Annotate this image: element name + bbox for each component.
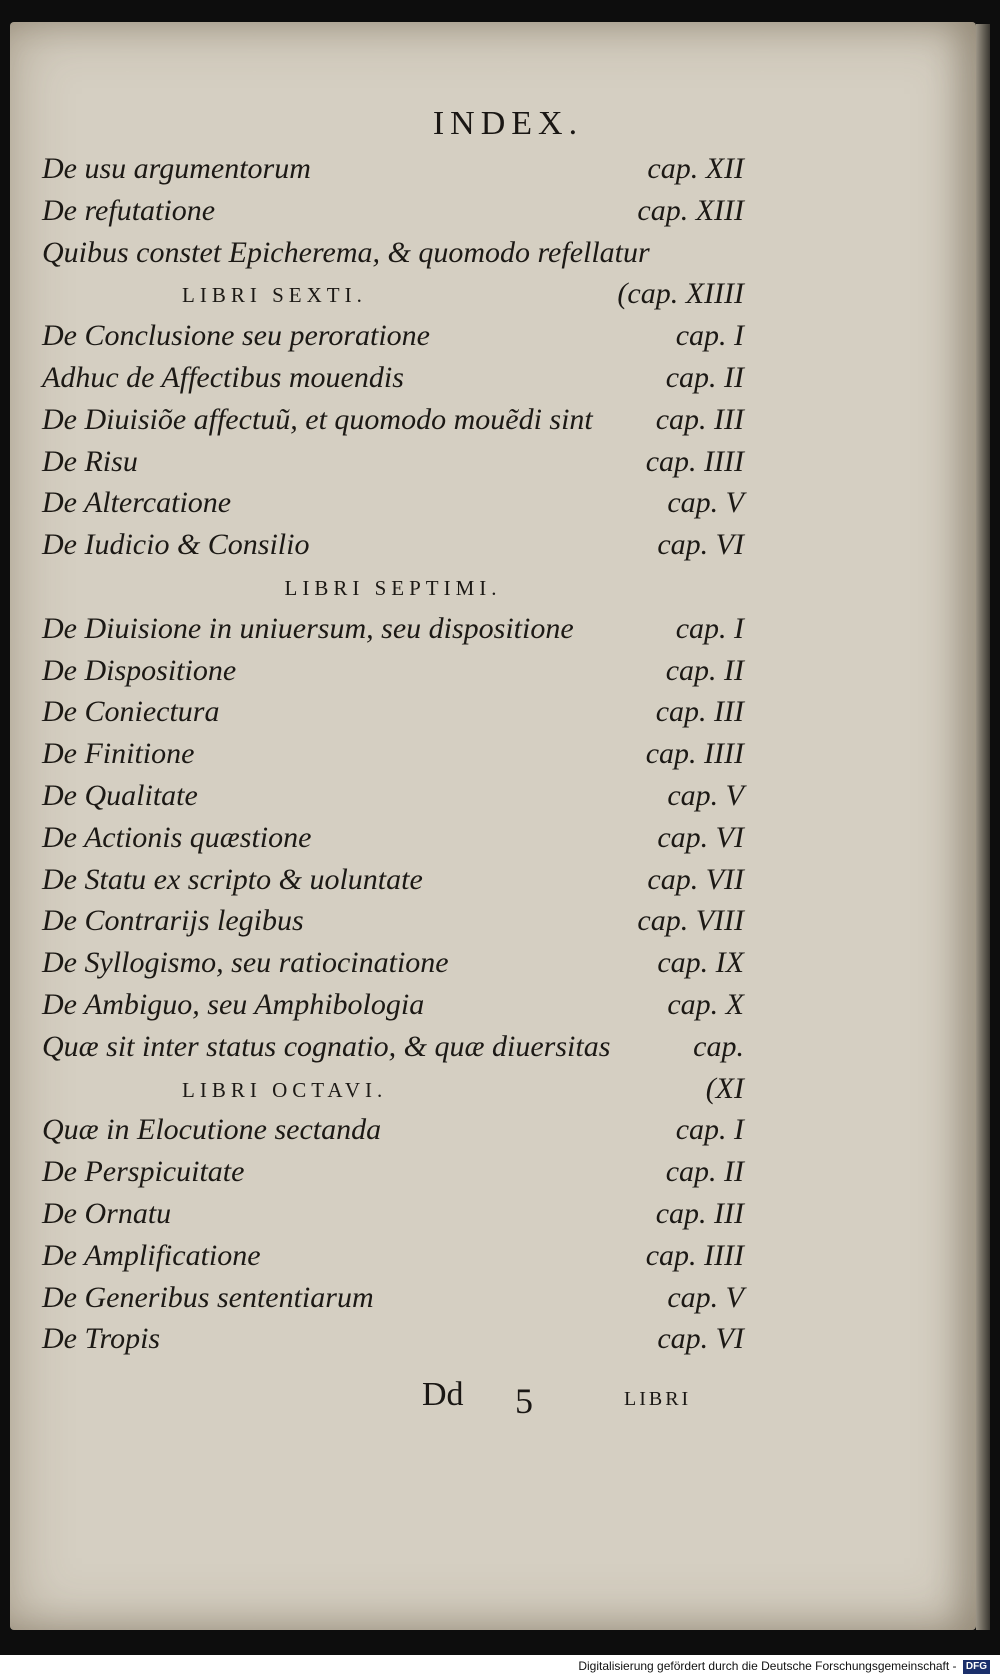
entry-title: De Contrarijs legibus — [42, 904, 304, 938]
index-entry — [42, 984, 744, 1026]
entry-chapter: cap. II — [665, 1155, 744, 1189]
entry-chapter: cap. XIII — [637, 193, 744, 227]
index-entry — [42, 1193, 744, 1235]
entry-title: De Generibus sententiarum — [42, 1280, 374, 1314]
entry-chapter: cap. I — [675, 319, 744, 353]
signature-mark: Dd — [422, 1376, 464, 1413]
page-edge — [976, 24, 990, 1630]
book-heading-title: LIBRI SEXTI. — [182, 283, 367, 308]
entry-title: De Conclusione seu peroratione — [42, 319, 430, 353]
running-head: INDEX. — [432, 105, 584, 142]
index-entry — [42, 1277, 744, 1319]
entry-chapter: cap. IIII — [645, 444, 744, 478]
index-entry — [42, 315, 744, 357]
index-entry — [42, 817, 744, 859]
entry-title: Quæ sit inter status cognatio, & quæ diuersitas — [42, 1029, 611, 1063]
index-entry — [42, 190, 744, 232]
index-entry — [42, 232, 744, 274]
entry-chapter: cap. X — [667, 987, 744, 1021]
credit-text: Digitalisierung gefördert durch die Deutsche Forschungsgemeinschaft - — [578, 1659, 957, 1673]
entry-chapter: cap. IX — [657, 946, 744, 980]
book-heading — [42, 1068, 744, 1110]
index-entry — [42, 1109, 744, 1151]
index-entries — [42, 148, 744, 1360]
entry-chapter: (cap. XIIII — [617, 277, 744, 311]
dfg-logo: DFG — [963, 1660, 990, 1674]
entry-chapter: cap. II — [665, 653, 744, 687]
entry-chapter: cap. V — [667, 778, 744, 812]
index-entry — [42, 1026, 744, 1068]
index-entry — [42, 900, 744, 942]
entry-chapter: (XI — [705, 1071, 744, 1105]
entry-title: De Ambiguo, seu Amphibologia — [42, 987, 425, 1021]
book-heading — [42, 566, 744, 608]
entry-title: De Qualitate — [42, 778, 198, 812]
index-entry — [42, 482, 744, 524]
entry-title: De Statu ex scripto & uoluntate — [42, 862, 423, 896]
index-entry — [42, 650, 744, 692]
index-entry — [42, 357, 744, 399]
catchword: LIBRI — [624, 1388, 692, 1410]
entry-title: Adhuc de Affectibus mouendis — [42, 360, 404, 394]
book-heading — [42, 273, 744, 315]
entry-chapter: cap. IIII — [645, 1238, 744, 1272]
entry-chapter: cap. V — [667, 1280, 744, 1314]
index-entry — [42, 942, 744, 984]
entry-chapter: cap. XII — [647, 152, 744, 185]
entry-title: De Iudicio & Consilio — [42, 528, 310, 562]
index-entry — [42, 775, 744, 817]
entry-chapter: cap. VII — [647, 862, 744, 896]
entry-chapter: cap. VI — [657, 1322, 744, 1356]
entry-chapter: cap. VI — [657, 528, 744, 562]
book-heading-title: LIBRI OCTAVI. — [182, 1077, 388, 1102]
index-entry — [42, 524, 744, 566]
entry-title: De Diuisiõe affectuũ, et quomodo mouẽdi sint — [42, 402, 593, 436]
index-entry — [42, 148, 744, 190]
index-entry — [42, 859, 744, 901]
entry-chapter: cap. I — [675, 611, 744, 645]
entry-chapter: cap. I — [675, 1113, 744, 1147]
folio-number: 5 — [515, 1381, 533, 1421]
entry-chapter: cap. VI — [657, 820, 744, 854]
entry-title: De Coniectura — [42, 695, 220, 729]
entry-chapter: cap. III — [655, 402, 744, 436]
index-entry — [42, 608, 744, 650]
index-entry — [42, 441, 744, 483]
entry-chapter: cap. — [693, 1029, 744, 1063]
entry-chapter: cap. II — [665, 360, 744, 394]
index-entry — [42, 1235, 744, 1277]
book-heading-title: LIBRI SEPTIMI. — [284, 575, 502, 600]
index-entry — [42, 1318, 744, 1360]
index-entry — [42, 691, 744, 733]
entry-title: Quibus constet Epicherema, & quomodo refellatur — [42, 235, 650, 269]
index-entry — [42, 1151, 744, 1193]
entry-title: Quæ in Elocutione sectanda — [42, 1113, 382, 1147]
entry-title: De Risu — [42, 444, 138, 478]
entry-chapter: cap. VIII — [637, 904, 744, 938]
entry-title: De refutatione — [42, 193, 216, 227]
entry-title: De Perspicuitate — [42, 1155, 245, 1189]
entry-title: De Diuisione in uniuersum, seu dispositione — [42, 611, 574, 645]
entry-title: De Actionis quæstione — [42, 820, 312, 854]
index-entry — [42, 399, 744, 441]
digitization-credit — [578, 1659, 990, 1674]
entry-title: De Syllogismo, seu ratiocinatione — [42, 946, 449, 980]
entry-chapter: cap. III — [655, 695, 744, 729]
entry-title: De Ornatu — [42, 1196, 172, 1230]
entry-title: De Amplificatione — [42, 1238, 261, 1272]
entry-title: De Tropis — [42, 1322, 161, 1356]
index-entry — [42, 733, 744, 775]
entry-title: De usu argumentorum — [42, 152, 311, 185]
entry-chapter: cap. III — [655, 1196, 744, 1230]
entry-chapter: cap. IIII — [645, 737, 744, 771]
entry-title: De Finitione — [42, 737, 195, 771]
entry-title: De Altercatione — [42, 486, 232, 520]
entry-chapter: cap. V — [667, 486, 744, 520]
entry-title: De Dispositione — [42, 653, 237, 687]
